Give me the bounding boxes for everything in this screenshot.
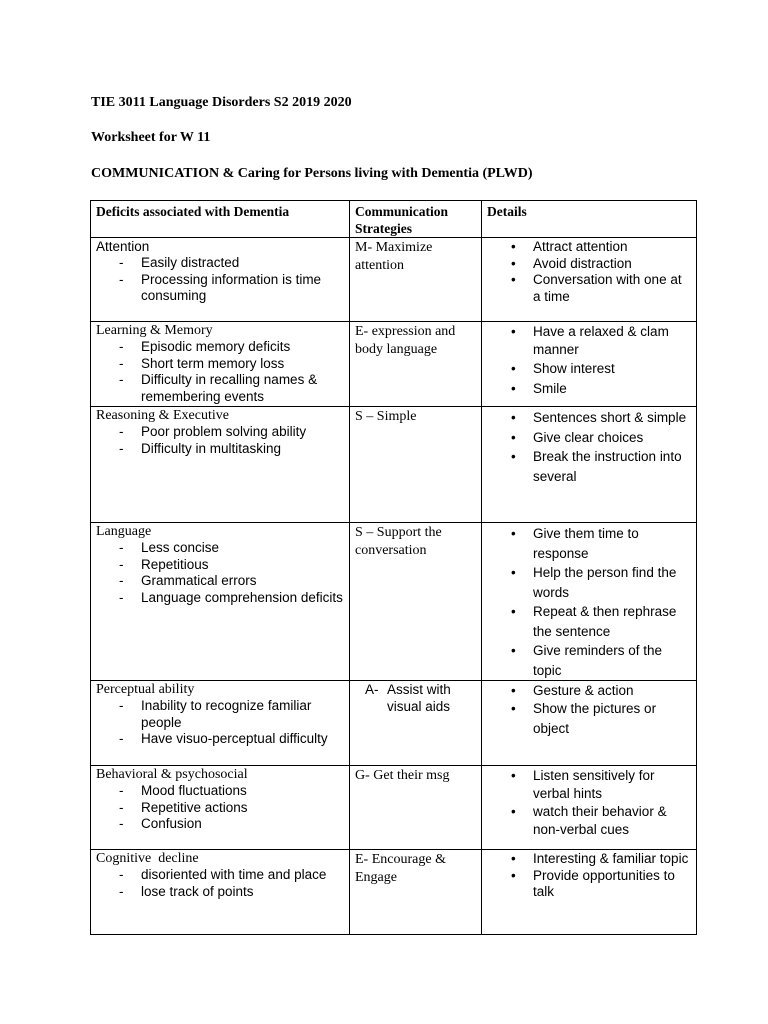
deficit-item: - Less concise (141, 540, 344, 557)
detail-item: • Show the pictures or object (533, 699, 691, 738)
deficit-item: - Episodic memory deficits (141, 339, 344, 356)
details-cell (482, 238, 697, 322)
details-list (487, 408, 691, 486)
strategy-cell (350, 850, 482, 935)
deficit-list (96, 783, 344, 833)
detail-item: • Avoid distraction (533, 256, 691, 273)
detail-item: • Break the instruction into several (533, 447, 691, 486)
deficit-category: Attention (96, 239, 150, 254)
deficit-category: Behavioral & psychosocial (96, 767, 248, 782)
column-header-deficits: Deficits associated with Dementia (91, 201, 350, 238)
detail-item: • Attract attention (533, 239, 691, 256)
detail-item: • Provide opportunities to talk (533, 868, 691, 901)
detail-item: • Interesting & familiar topic (533, 851, 691, 868)
strategy-text: M- Maximize attention (355, 240, 433, 273)
worksheet-title: Worksheet for W 11 (91, 130, 211, 145)
deficits-cell (91, 238, 350, 322)
strategy-cell (350, 523, 482, 681)
strategy-text: E- Encourage & Engage (355, 852, 446, 885)
details-cell (482, 766, 697, 850)
deficit-item: - Repetitive actions (141, 800, 344, 817)
deficit-item: - Difficulty in multitasking (141, 441, 344, 458)
dementia-communication-table (90, 200, 697, 935)
deficits-cell (91, 322, 350, 407)
table-row (91, 523, 697, 681)
deficit-list (96, 698, 344, 748)
deficit-category: Reasoning & Executive (96, 408, 229, 423)
detail-item: • Give clear choices (533, 428, 691, 448)
deficit-list (96, 255, 344, 305)
details-cell (482, 407, 697, 523)
details-list (487, 524, 691, 680)
details-cell (482, 322, 697, 407)
detail-item: • Have a relaxed & clam manner (533, 323, 691, 359)
deficit-item: - lose track of points (141, 884, 344, 901)
table-row (91, 681, 697, 766)
deficit-category: Cognitive decline (96, 851, 199, 866)
details-list (487, 323, 691, 398)
details-list (487, 851, 691, 901)
table-row (91, 238, 697, 322)
deficit-item: - Repetitious (141, 557, 344, 574)
details-list (487, 767, 691, 839)
details-cell (482, 681, 697, 766)
strategy-text: S – Support the conversation (355, 525, 442, 558)
strategy-cell (350, 681, 482, 766)
strategy-cell (350, 766, 482, 850)
detail-item: • Help the person find the words (533, 563, 691, 602)
table-header-row (91, 201, 697, 238)
deficit-category: Learning & Memory (96, 323, 213, 338)
deficit-category: Perceptual ability (96, 682, 195, 697)
deficit-item: - Have visuo-perceptual difficulty (141, 731, 344, 748)
detail-item: • Gesture & action (533, 682, 691, 699)
detail-item: • Repeat & then rephrase the sentence (533, 602, 691, 641)
column-header-strategies: Communication Strategies (350, 201, 482, 238)
strategy-cell (350, 322, 482, 407)
details-cell (482, 850, 697, 935)
deficit-list (96, 867, 344, 900)
deficit-list (96, 339, 344, 405)
details-list (487, 239, 691, 305)
detail-item: • Listen sensitively for verbal hints (533, 767, 691, 803)
deficit-item: - Short term memory loss (141, 356, 344, 373)
strategy-text: E- expression and body language (355, 324, 456, 357)
deficit-item: - Grammatical errors (141, 573, 344, 590)
deficit-item: - Difficulty in recalling names & remembering events (141, 372, 344, 405)
deficits-cell (91, 766, 350, 850)
deficits-cell (91, 681, 350, 766)
deficit-item: - Language comprehension deficits (141, 590, 344, 607)
detail-item: • watch their behavior & non-verbal cues (533, 803, 691, 839)
topic-title: COMMUNICATION & Caring for Persons living with Dementia (PLWD) (91, 166, 533, 181)
detail-item: • Give reminders of the topic (533, 641, 691, 680)
deficit-item: - Confusion (141, 816, 344, 833)
table-row (91, 322, 697, 407)
deficit-list (96, 540, 344, 606)
detail-item: • Conversation with one at a time (533, 272, 691, 305)
strategy-text: S – Simple (355, 409, 417, 424)
strategy-text (355, 682, 476, 715)
deficit-item: - Processing information is time consuming (141, 272, 344, 305)
strategy-text: G- Get their msg (355, 768, 450, 783)
strategy-marker: A- (365, 682, 379, 697)
table-row (91, 850, 697, 935)
details-list (487, 682, 691, 738)
deficit-category: Language (96, 524, 152, 539)
strategy-label: Assist with visual aids (387, 682, 451, 714)
detail-item: • Smile (533, 379, 691, 399)
table-row (91, 766, 697, 850)
deficits-cell (91, 523, 350, 681)
detail-item: • Show interest (533, 359, 691, 379)
details-cell (482, 523, 697, 681)
strategy-cell (350, 407, 482, 523)
course-title: TIE 3011 Language Disorders S2 2019 2020 (91, 95, 352, 110)
deficits-cell (91, 850, 350, 935)
detail-item: • Give them time to response (533, 524, 691, 563)
column-header-details: Details (482, 201, 697, 238)
deficits-cell (91, 407, 350, 523)
deficit-item: - Easily distracted (141, 255, 344, 272)
deficit-item: - Poor problem solving ability (141, 424, 344, 441)
strategy-cell (350, 238, 482, 322)
table-row (91, 407, 697, 523)
deficit-item: - disoriented with time and place (141, 867, 344, 884)
deficit-list (96, 424, 344, 457)
deficit-item: - Inability to recognize familiar people (141, 698, 344, 731)
deficit-item: - Mood fluctuations (141, 783, 344, 800)
detail-item: • Sentences short & simple (533, 408, 691, 428)
